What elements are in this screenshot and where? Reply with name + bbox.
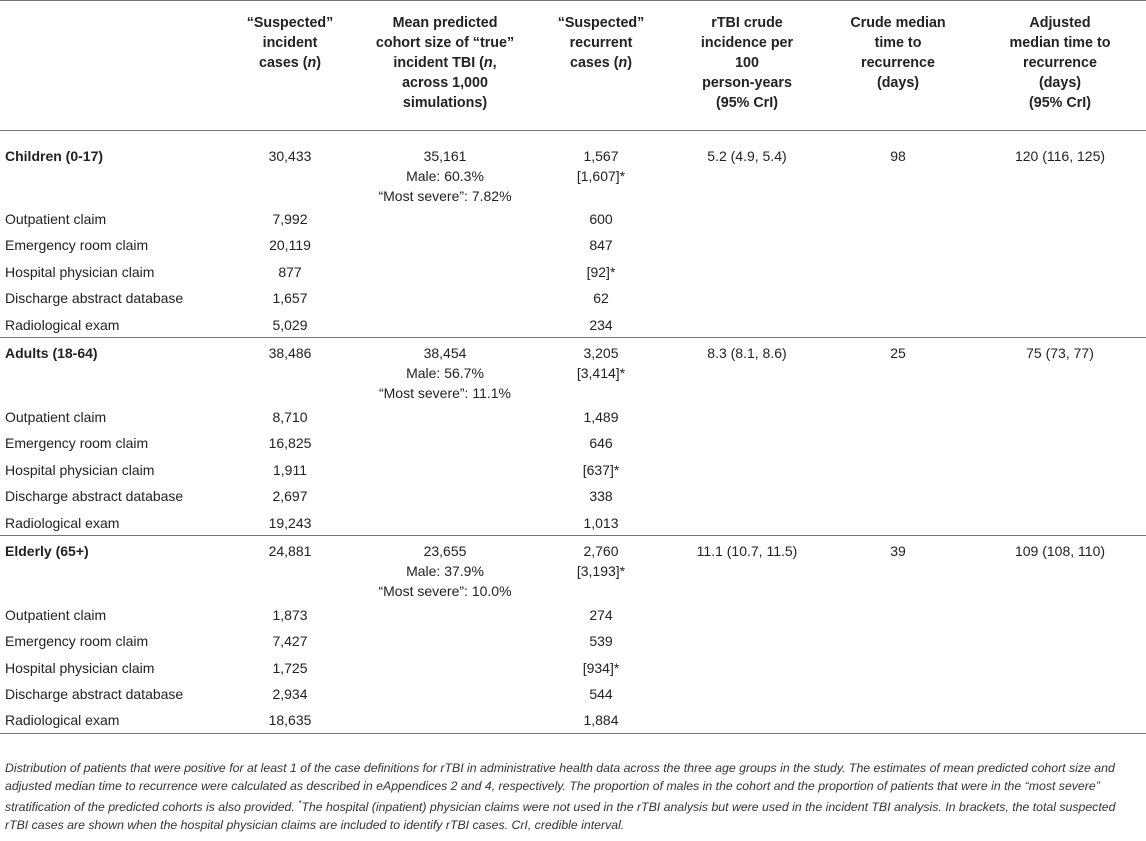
source-label: Emergency room claim xyxy=(5,435,149,452)
empty-cell xyxy=(672,404,822,430)
source-label: Radiological exam xyxy=(5,316,120,333)
suspected-recurrent-value: 544 xyxy=(589,686,613,703)
crude-median-value: 39 xyxy=(822,536,974,602)
source-label: Hospital physician claim xyxy=(5,461,155,478)
suspected-recurrent-value: 1,489 xyxy=(583,408,619,425)
suspected-recurrent-value: 646 xyxy=(589,435,613,452)
table-row xyxy=(0,483,1146,509)
source-label: Hospital physician claim xyxy=(5,659,155,676)
empty-cell xyxy=(360,206,530,232)
cohort-size-value: 23,655 xyxy=(423,543,467,560)
empty-cell xyxy=(672,681,822,707)
cohort-severe-value: “Most severe”: 11.1% xyxy=(378,385,511,402)
table-row xyxy=(0,404,1146,430)
suspected-recurrent-cell xyxy=(530,131,672,207)
suspected-incident-value: 7,992 xyxy=(272,211,308,227)
suspected-incident-value: 877 xyxy=(278,263,302,280)
suspected-recurrent-cell xyxy=(530,338,672,404)
empty-cell xyxy=(974,707,1146,733)
empty-cell xyxy=(360,483,530,509)
empty-cell xyxy=(360,312,530,338)
empty-cell xyxy=(672,259,822,285)
suspected-incident-value: 1,657 xyxy=(272,290,308,307)
empty-cell xyxy=(822,232,974,258)
source-label: Radiological exam xyxy=(5,514,120,531)
suspected-recurrent-value: 338 xyxy=(589,488,613,505)
suspected-recurrent-value: 3,205 xyxy=(583,345,619,362)
suspected-incident-value: 30,433 xyxy=(268,148,312,164)
header-adjusted-median: Adjusted median time to recurrence (days) (95% CrI) xyxy=(974,1,1146,131)
empty-cell xyxy=(672,312,822,338)
table-row xyxy=(0,430,1146,456)
suspected-incident-value: 38,486 xyxy=(220,338,360,404)
empty-cell xyxy=(822,285,974,311)
suspected-recurrent-cell xyxy=(530,536,672,602)
header-crude-median: Crude median time to recurrence (days) xyxy=(822,1,974,131)
empty-cell xyxy=(974,483,1146,509)
empty-cell xyxy=(822,259,974,285)
suspected-recurrent-value: 847 xyxy=(589,237,613,254)
table-footnote xyxy=(5,760,1137,834)
empty-cell xyxy=(974,681,1146,707)
empty-cell xyxy=(822,457,974,483)
cohort-severe-value: “Most severe”: 7.82% xyxy=(378,188,512,204)
empty-cell xyxy=(360,259,530,285)
empty-cell xyxy=(672,655,822,681)
cohort-size-value: 35,161 xyxy=(423,148,467,164)
cohort-male-value: Male: 37.9% xyxy=(406,563,484,580)
empty-cell xyxy=(672,483,822,509)
table-row xyxy=(0,259,1146,285)
empty-cell xyxy=(974,404,1146,430)
source-label: Outpatient claim xyxy=(5,211,107,227)
empty-cell xyxy=(672,285,822,311)
empty-cell xyxy=(360,510,530,536)
suspected-incident-value: 1,873 xyxy=(272,606,308,623)
source-label: Outpatient claim xyxy=(5,408,107,425)
table-row xyxy=(0,285,1146,311)
table-row xyxy=(0,655,1146,681)
cohort-size-cell xyxy=(360,131,530,207)
table-row xyxy=(0,232,1146,258)
group-name: Elderly (65+) xyxy=(0,536,220,602)
suspected-incident-value: 1,911 xyxy=(273,461,307,478)
suspected-incident-value: 24,881 xyxy=(220,536,360,602)
suspected-recurrent-value: [637]* xyxy=(582,461,620,478)
table-row xyxy=(0,628,1146,654)
empty-cell xyxy=(360,681,530,707)
empty-cell xyxy=(822,206,974,232)
header-suspected-incident: “Suspected” incident cases (n) xyxy=(220,1,360,131)
header-group xyxy=(0,1,220,131)
header-cohort-size: Mean predicted cohort size of “true” incident TBI (n, across 1,000 simulations) xyxy=(360,1,530,131)
empty-cell xyxy=(672,457,822,483)
empty-cell xyxy=(360,285,530,311)
footnote-text-2: The hospital (inpatient) physician claims were not used in the rTBI analysis but were used in the incident TBI analysis. In brackets, the total suspected rTBI cases are shown when the hospital physician claims are included to identify rTBI cases. CrI, credible interval. xyxy=(5,800,1116,832)
suspected-recurrent-value: 1,884 xyxy=(530,707,672,733)
crude-incidence-value: 11.1 (10.7, 11.5) xyxy=(672,536,822,602)
empty-cell xyxy=(822,430,974,456)
source-label: Hospital physician claim xyxy=(5,263,155,280)
table-row xyxy=(0,707,1146,733)
cohort-size-cell xyxy=(360,536,530,602)
empty-cell xyxy=(672,206,822,232)
adjusted-median-value: 109 (108, 110) xyxy=(974,536,1146,602)
suspected-incident-value: 20,119 xyxy=(269,237,311,254)
suspected-incident-value: 1,725 xyxy=(272,659,308,676)
empty-cell xyxy=(822,681,974,707)
cohort-male-value: Male: 60.3% xyxy=(406,168,484,184)
empty-cell xyxy=(974,510,1146,536)
empty-cell xyxy=(974,312,1146,338)
empty-cell xyxy=(974,206,1146,232)
source-label: Radiological exam xyxy=(0,707,220,733)
suspected-incident-value: 18,635 xyxy=(220,707,360,733)
group-row xyxy=(0,131,1146,207)
empty-cell xyxy=(360,655,530,681)
crude-median-value: 98 xyxy=(890,148,906,164)
suspected-incident-value: 16,825 xyxy=(268,435,312,452)
cohort-size-cell xyxy=(360,338,530,404)
empty-cell xyxy=(672,628,822,654)
empty-cell xyxy=(822,312,974,338)
empty-cell xyxy=(822,483,974,509)
cohort-size-value: 38,454 xyxy=(423,345,467,362)
header-suspected-recurrent: “Suspected” recurrent cases (n) xyxy=(530,1,672,131)
crude-incidence-value: 8.3 (8.1, 8.6) xyxy=(672,338,822,404)
group-row xyxy=(0,338,1146,404)
source-label: Discharge abstract database xyxy=(5,488,184,505)
empty-cell xyxy=(822,628,974,654)
empty-cell xyxy=(672,602,822,628)
empty-cell xyxy=(822,404,974,430)
table-row xyxy=(0,602,1146,628)
empty-cell xyxy=(360,404,530,430)
recurrent-total-value: [3,193]* xyxy=(576,563,626,580)
source-label: Outpatient claim xyxy=(5,606,107,623)
empty-cell xyxy=(672,510,822,536)
source-label: Discharge abstract database xyxy=(5,290,184,307)
footnote-marker: * xyxy=(298,799,302,808)
crude-incidence-value: 5.2 (4.9, 5.4) xyxy=(707,148,787,164)
empty-cell xyxy=(360,430,530,456)
adjusted-median-value: 75 (73, 77) xyxy=(974,338,1146,404)
suspected-incident-value: 8,710 xyxy=(272,408,308,425)
crude-median-value: 25 xyxy=(822,338,974,404)
table-row xyxy=(0,681,1146,707)
group-row xyxy=(0,536,1146,602)
empty-cell xyxy=(974,628,1146,654)
empty-cell xyxy=(672,707,822,733)
suspected-recurrent-value: 62 xyxy=(593,290,609,307)
source-label: Emergency room claim xyxy=(5,237,149,254)
source-label: Discharge abstract database xyxy=(5,686,184,703)
suspected-recurrent-value: 274 xyxy=(589,606,613,623)
empty-cell xyxy=(974,285,1146,311)
empty-cell xyxy=(360,457,530,483)
suspected-recurrent-value: 539 xyxy=(589,633,613,650)
suspected-incident-value: 19,243 xyxy=(268,514,312,531)
empty-cell xyxy=(974,655,1146,681)
empty-cell xyxy=(360,232,530,258)
footnote-text-1: Distribution of patients that were positive for at least 1 of the case definitions for rTBI in administrative health data across the three age groups in the study. The estimates of mean predicted cohort size and adjusted median time to recurrence were calculated as described in eAppendices 2 and 4, respectively. The proportion of males in the cohort and the proportion of patients that were in the “most severe” stratification of the predicted cohorts is also provided. xyxy=(5,761,1115,815)
empty-cell xyxy=(822,655,974,681)
group-name: Adults (18-64) xyxy=(0,338,220,404)
suspected-recurrent-value: 2,760 xyxy=(583,543,619,560)
empty-cell xyxy=(360,602,530,628)
suspected-recurrent-value: 234 xyxy=(589,316,613,333)
empty-cell xyxy=(360,707,530,733)
suspected-recurrent-value: 1,567 xyxy=(583,148,619,164)
adjusted-median-value: 120 (116, 125) xyxy=(1014,148,1106,164)
empty-cell xyxy=(974,457,1146,483)
table-row xyxy=(0,510,1146,536)
suspected-incident-value: 5,029 xyxy=(272,316,308,333)
table-row xyxy=(0,457,1146,483)
empty-cell xyxy=(822,510,974,536)
header-row xyxy=(0,1,1146,131)
table-row xyxy=(0,206,1146,232)
suspected-recurrent-value: [92]* xyxy=(586,263,616,280)
suspected-incident-value: 2,934 xyxy=(272,686,308,703)
group-name: Children (0-17) xyxy=(5,148,104,164)
empty-cell xyxy=(974,232,1146,258)
cohort-male-value: Male: 56.7% xyxy=(406,365,484,382)
recurrent-total-value: [1,607]* xyxy=(576,168,626,184)
suspected-recurrent-value: 1,013 xyxy=(583,514,619,531)
table-body xyxy=(0,131,1146,734)
suspected-incident-value: 2,697 xyxy=(272,488,308,505)
empty-cell xyxy=(974,259,1146,285)
cohort-severe-value: “Most severe”: 10.0% xyxy=(378,583,512,600)
suspected-incident-value: 7,427 xyxy=(272,633,308,650)
empty-cell xyxy=(672,232,822,258)
empty-cell xyxy=(974,430,1146,456)
header-crude-incidence: rTBI crude incidence per 100 person-years (95% CrI) xyxy=(672,1,822,131)
empty-cell xyxy=(360,628,530,654)
suspected-recurrent-value: 600 xyxy=(589,211,613,227)
empty-cell xyxy=(822,602,974,628)
source-label: Emergency room claim xyxy=(5,633,149,650)
empty-cell xyxy=(822,707,974,733)
table-row xyxy=(0,312,1146,338)
suspected-recurrent-value: [934]* xyxy=(582,659,620,676)
empty-cell xyxy=(672,430,822,456)
recurrent-total-value: [3,414]* xyxy=(576,365,626,382)
empty-cell xyxy=(974,602,1146,628)
